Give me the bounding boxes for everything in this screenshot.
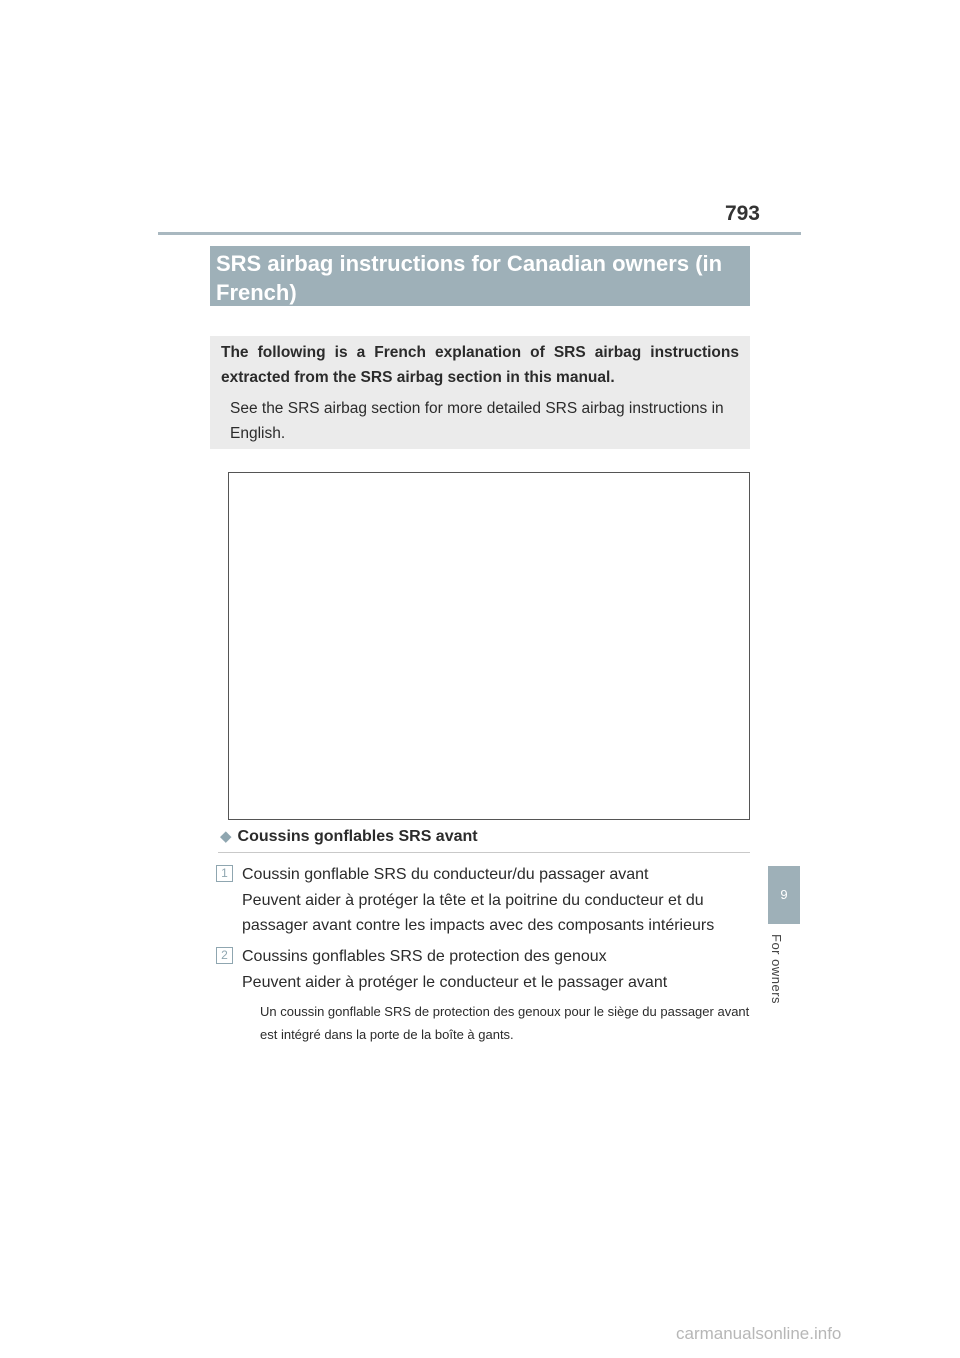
subsection-heading xyxy=(220,826,750,848)
item-title: Coussin gonflable SRS du conducteur/du passager avant xyxy=(242,866,649,883)
item-description: Peuvent aider à protéger le conducteur et le passager avant xyxy=(242,973,668,991)
list-item xyxy=(216,862,750,939)
item-title: Coussins gonflables SRS de protection des genoux xyxy=(242,948,607,965)
intro-box xyxy=(210,336,750,449)
airbag-illustration xyxy=(228,472,750,820)
section-title: SRS airbag instructions for Canadian owners (in French) xyxy=(210,246,750,306)
intro-note: See the SRS airbag section for more detailed SRS airbag instructions in English. xyxy=(230,400,724,442)
diamond-bullet-icon: ◆ xyxy=(220,828,232,845)
chapter-label: For owners xyxy=(769,934,784,1005)
watermark: carmanualsonline.info xyxy=(676,1324,842,1343)
chapter-tab: 9 xyxy=(768,866,800,924)
item-description: Peuvent aider à protéger la tête et la poitrine du conducteur et du passager avant contre les impacts avec des composants intérieurs xyxy=(242,891,715,934)
subsection-rule xyxy=(218,852,750,853)
header-rule xyxy=(158,232,801,235)
intro-text: The following is a French explanation of SRS airbag instructions extracted from the SRS airbag section in this manual. xyxy=(221,344,739,386)
glovebox-note: Un coussin gonflable SRS de protection des genoux pour le siège du passager avant est intégré dans la porte de la boîte à gants. xyxy=(260,1004,750,1042)
subsection-heading-text: Coussins gonflables SRS avant xyxy=(237,828,478,845)
list-item xyxy=(216,944,750,995)
page-number: 793 xyxy=(724,202,760,225)
item-number-badge: 1 xyxy=(216,865,233,882)
item-number-badge: 2 xyxy=(216,947,233,964)
